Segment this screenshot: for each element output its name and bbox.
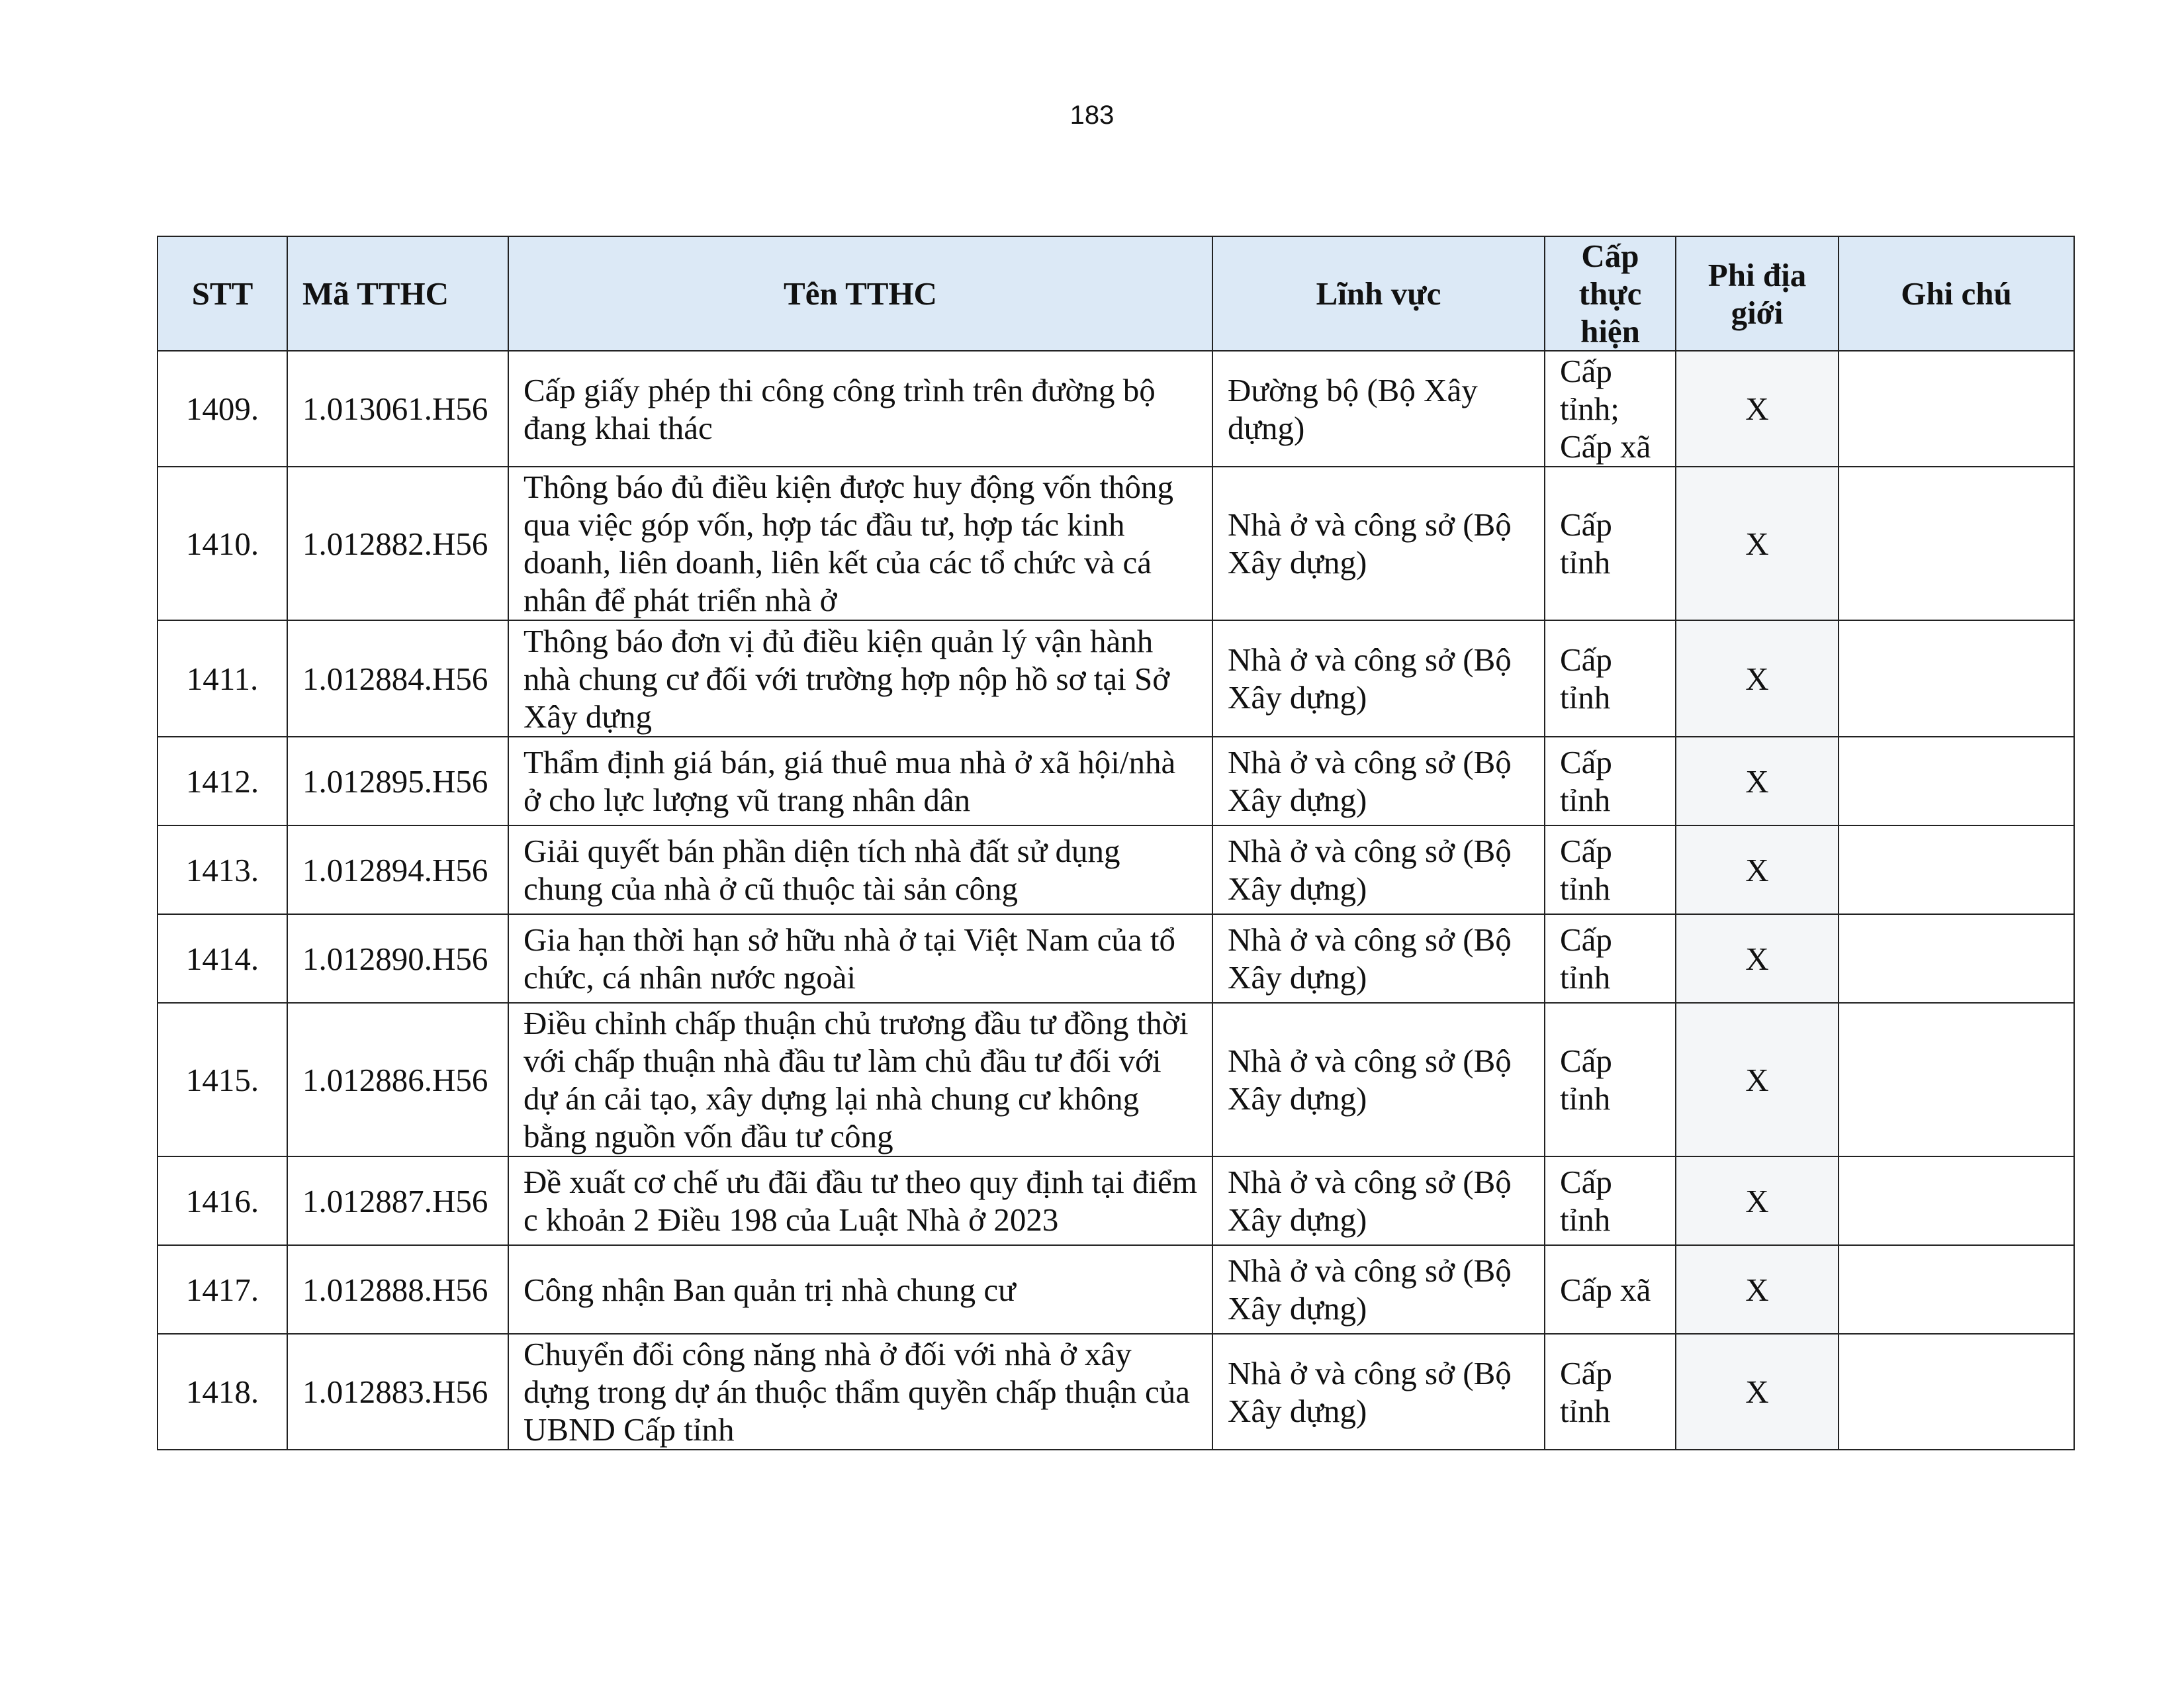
page-number: 183 (1069, 101, 1115, 130)
cell-ghi-chu (1839, 620, 2074, 737)
cell-phi-dia-gioi: X (1676, 1003, 1839, 1156)
cell-ma-tthc: 1.012895.H56 (287, 737, 508, 825)
cell-ten-tthc: Gia hạn thời hạn sở hữu nhà ở tại Việt Nam của tổ chức, cá nhân nước ngoài (508, 914, 1212, 1003)
cell-linh-vuc: Nhà ở và công sở (Bộ Xây dựng) (1212, 737, 1545, 825)
table-row (158, 1003, 2074, 1156)
cell-cap-thuc-hien: Cấp tỉnh (1545, 825, 1676, 914)
cell-cap-thuc-hien: Cấp tỉnh (1545, 914, 1676, 1003)
cell-ghi-chu (1839, 351, 2074, 467)
cell-phi-dia-gioi: X (1676, 1245, 1839, 1334)
cell-phi-dia-gioi: X (1676, 1334, 1839, 1450)
table-row (158, 737, 2074, 825)
cell-ten-tthc: Giải quyết bán phần diện tích nhà đất sử dụng chung của nhà ở cũ thuộc tài sản công (508, 825, 1212, 914)
cell-phi-dia-gioi: X (1676, 914, 1839, 1003)
header-phi-dia-gioi: Phi địa giới (1676, 236, 1839, 351)
cell-ten-tthc: Thẩm định giá bán, giá thuê mua nhà ở xã hội/nhà ở cho lực lượng vũ trang nhân dân (508, 737, 1212, 825)
header-ten-tthc: Tên TTHC (508, 236, 1212, 351)
cell-stt: 1411. (158, 620, 287, 737)
cell-phi-dia-gioi: X (1676, 620, 1839, 737)
procedures-table (157, 236, 2075, 1450)
cell-cap-thuc-hien: Cấp tỉnh (1545, 1334, 1676, 1450)
cell-ghi-chu (1839, 914, 2074, 1003)
cell-cap-thuc-hien: Cấp tỉnh (1545, 1003, 1676, 1156)
cell-phi-dia-gioi: X (1676, 1156, 1839, 1245)
cell-cap-thuc-hien: Cấp tỉnh (1545, 620, 1676, 737)
cell-ma-tthc: 1.012886.H56 (287, 1003, 508, 1156)
cell-ten-tthc: Thông báo đủ điều kiện được huy động vốn thông qua việc góp vốn, hợp tác đầu tư, hợp tác kinh doanh, liên doanh, liên kết của các tổ chức và cá nhân để phát triển nhà ở (508, 467, 1212, 620)
cell-ma-tthc: 1.012888.H56 (287, 1245, 508, 1334)
cell-stt: 1416. (158, 1156, 287, 1245)
cell-ten-tthc: Đề xuất cơ chế ưu đãi đầu tư theo quy định tại điểm c khoản 2 Điều 198 của Luật Nhà ở 2023 (508, 1156, 1212, 1245)
cell-ma-tthc: 1.012882.H56 (287, 467, 508, 620)
header-stt: STT (158, 236, 287, 351)
cell-phi-dia-gioi: X (1676, 467, 1839, 620)
table-row (158, 914, 2074, 1003)
cell-cap-thuc-hien: Cấp tỉnh (1545, 467, 1676, 620)
header-ma-tthc: Mã TTHC (287, 236, 508, 351)
cell-ma-tthc: 1.012894.H56 (287, 825, 508, 914)
cell-ghi-chu (1839, 1003, 2074, 1156)
cell-ma-tthc: 1.012890.H56 (287, 914, 508, 1003)
cell-ghi-chu (1839, 1245, 2074, 1334)
cell-cap-thuc-hien: Cấp tỉnh (1545, 737, 1676, 825)
cell-linh-vuc: Nhà ở và công sở (Bộ Xây dựng) (1212, 1245, 1545, 1334)
cell-ghi-chu (1839, 467, 2074, 620)
cell-ten-tthc: Cấp giấy phép thi công công trình trên đường bộ đang khai thác (508, 351, 1212, 467)
cell-ten-tthc: Điều chỉnh chấp thuận chủ trương đầu tư đồng thời với chấp thuận nhà đầu tư làm chủ đầu tư đối với dự án cải tạo, xây dựng lại nhà chung cư không bằng nguồn vốn đầu tư công (508, 1003, 1212, 1156)
table-row (158, 1245, 2074, 1334)
table-header-row (158, 236, 2074, 351)
cell-cap-thuc-hien: Cấp tỉnh (1545, 1156, 1676, 1245)
cell-ma-tthc: 1.012883.H56 (287, 1334, 508, 1450)
cell-stt: 1410. (158, 467, 287, 620)
cell-ten-tthc: Công nhận Ban quản trị nhà chung cư (508, 1245, 1212, 1334)
cell-ghi-chu (1839, 737, 2074, 825)
cell-stt: 1409. (158, 351, 287, 467)
table-row (158, 1334, 2074, 1450)
cell-linh-vuc: Nhà ở và công sở (Bộ Xây dựng) (1212, 914, 1545, 1003)
table-row (158, 825, 2074, 914)
cell-stt: 1413. (158, 825, 287, 914)
cell-ma-tthc: 1.013061.H56 (287, 351, 508, 467)
cell-linh-vuc: Nhà ở và công sở (Bộ Xây dựng) (1212, 825, 1545, 914)
cell-cap-thuc-hien: Cấp xã (1545, 1245, 1676, 1334)
cell-cap-thuc-hien: Cấp tỉnh; Cấp xã (1545, 351, 1676, 467)
cell-ghi-chu (1839, 1334, 2074, 1450)
header-linh-vuc: Lĩnh vực (1212, 236, 1545, 351)
header-ghi-chu: Ghi chú (1839, 236, 2074, 351)
cell-linh-vuc: Nhà ở và công sở (Bộ Xây dựng) (1212, 1156, 1545, 1245)
cell-stt: 1412. (158, 737, 287, 825)
cell-linh-vuc: Nhà ở và công sở (Bộ Xây dựng) (1212, 1003, 1545, 1156)
cell-ma-tthc: 1.012884.H56 (287, 620, 508, 737)
cell-ghi-chu (1839, 1156, 2074, 1245)
cell-ten-tthc: Thông báo đơn vị đủ điều kiện quản lý vận hành nhà chung cư đối với trường hợp nộp hồ sơ tại Sở Xây dựng (508, 620, 1212, 737)
cell-linh-vuc: Đường bộ (Bộ Xây dựng) (1212, 351, 1545, 467)
cell-phi-dia-gioi: X (1676, 351, 1839, 467)
cell-stt: 1417. (158, 1245, 287, 1334)
cell-ma-tthc: 1.012887.H56 (287, 1156, 508, 1245)
cell-stt: 1418. (158, 1334, 287, 1450)
cell-linh-vuc: Nhà ở và công sở (Bộ Xây dựng) (1212, 620, 1545, 737)
table-row (158, 1156, 2074, 1245)
cell-stt: 1415. (158, 1003, 287, 1156)
table-row (158, 467, 2074, 620)
cell-phi-dia-gioi: X (1676, 825, 1839, 914)
header-cap-thuc-hien: Cấp thực hiện (1545, 236, 1676, 351)
table-row (158, 620, 2074, 737)
cell-linh-vuc: Nhà ở và công sở (Bộ Xây dựng) (1212, 467, 1545, 620)
cell-stt: 1414. (158, 914, 287, 1003)
cell-linh-vuc: Nhà ở và công sở (Bộ Xây dựng) (1212, 1334, 1545, 1450)
cell-ten-tthc: Chuyển đổi công năng nhà ở đối với nhà ở xây dựng trong dự án thuộc thẩm quyền chấp thuận của UBND Cấp tỉnh (508, 1334, 1212, 1450)
table-row (158, 351, 2074, 467)
cell-ghi-chu (1839, 825, 2074, 914)
cell-phi-dia-gioi: X (1676, 737, 1839, 825)
